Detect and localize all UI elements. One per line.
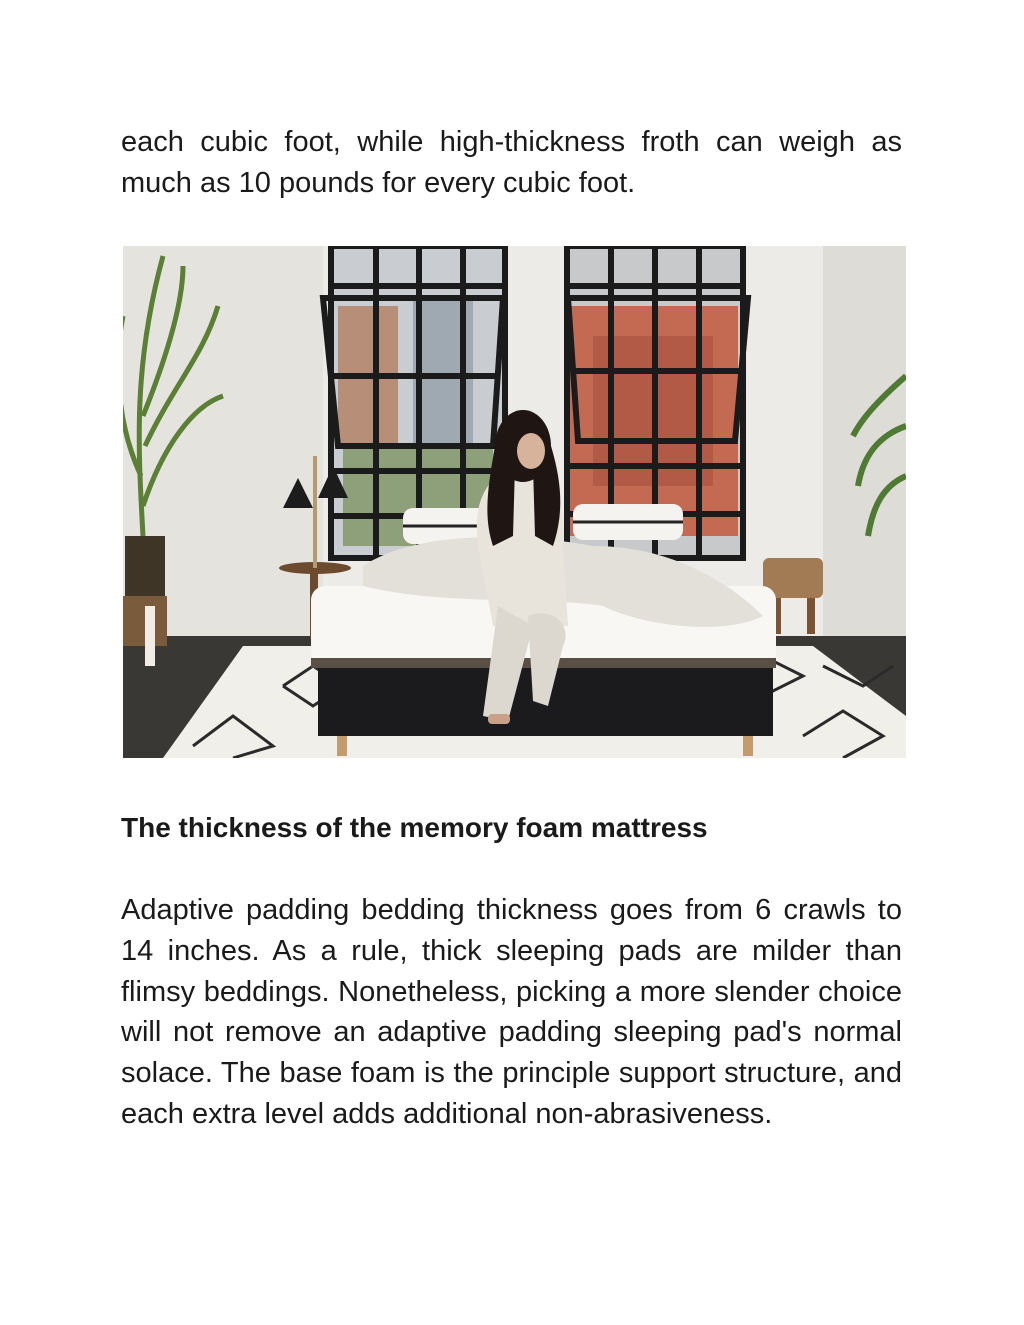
intro-paragraph: each cubic foot, while high-thickness froth can weigh as much as 10 pounds for every cubic foot. [121, 126, 902, 199]
section-heading: The thickness of the memory foam mattress [121, 812, 708, 843]
body-paragraph: Adaptive padding bedding thickness goes from 6 crawls to 14 inches. As a rule, thick sleeping pads are milder than flimsy beddings. Nonetheless, picking a more slender choice will not remove an adaptive padding sleeping pad's normal solace. The base foam is the principle support structure, and each extra level adds additional non-abrasiveness. [121, 894, 902, 1130]
bedroom-photo [123, 246, 906, 758]
